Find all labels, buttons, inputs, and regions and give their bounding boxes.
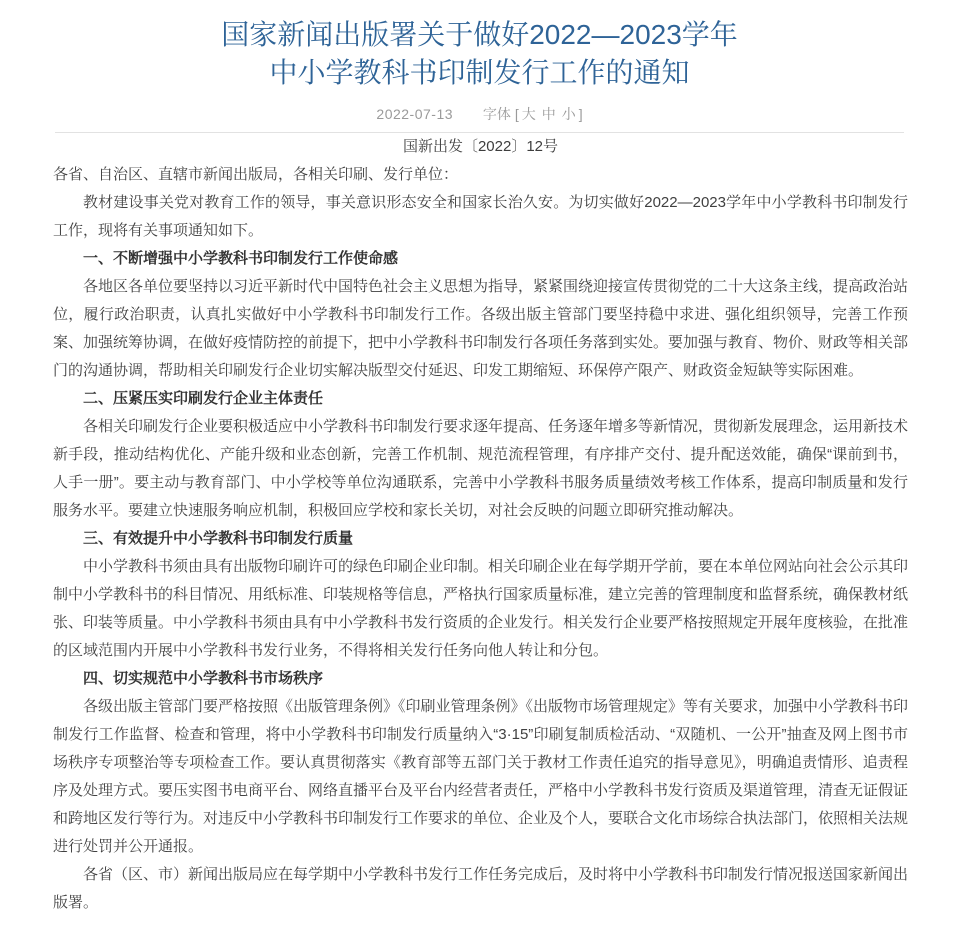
font-size-switcher bbox=[483, 106, 583, 122]
salutation: 各省、自治区、直辖市新闻出版局，各相关印刷、发行单位： bbox=[53, 166, 459, 183]
section-2-body: 各相关印刷发行企业要积极适应中小学教科书印制发行要求逐年提高、任务逐年增多等新情况，贯彻新发展理念，运用新技术新手段，推动结构优化、产能升级和业态创新，完善工作机制、规范流程管理，有序排产交付、提升配送效能，确保“课前到书，人手一册”。要主动与教育部门、中小学校等单位沟通联系，完善中小学教科书服务质量绩效考核工作体系，提高印制质量和发行服务水平。要建立快速服务响应机制，积极回应学校和家长关切，对社会反映的问题立即研究推动解决。 bbox=[53, 418, 909, 519]
bracket-open: [ bbox=[514, 106, 519, 122]
doc-number: 国新出发〔2022〕12号 bbox=[402, 138, 559, 155]
section-4-heading: 四、切实规范中小学教科书市场秩序 bbox=[83, 670, 324, 687]
publish-date: 2022-07-13 bbox=[376, 106, 454, 122]
page-title-line-1: 国家新闻出版署关于做好2022—2023学年 bbox=[221, 19, 738, 50]
document-body bbox=[53, 133, 908, 917]
font-size-large-link[interactable]: 大 bbox=[521, 106, 536, 122]
section-3-heading: 三、有效提升中小学教科书印制发行质量 bbox=[83, 530, 354, 547]
intro-paragraph: 教材建设事关党对教育工作的领导，事关意识形态安全和国家长治久安。为切实做好2022—2023学年中小学教科书印制发行工作，现将有关事项通知如下。 bbox=[53, 194, 908, 239]
bracket-close: ] bbox=[578, 106, 583, 122]
section-1-body: 各地区各单位要坚持以习近平新时代中国特色社会主义思想为指导，紧紧围绕迎接宣传贯彻党的二十大这条主线，提高政治站位，履行政治职责，认真扎实做好中小学教科书印制发行工作。各级出版主管部门要坚持稳中求进、强化组织领导，完善工作预案、加强统筹协调，在做好疫情防控的前提下，把中小学教科书印制发行各项任务落到实处。要加强与教育、物价、财政等相关部门的沟通协调，帮助相关印刷发行企业切实解决版型交付延迟、印发工期缩短、环保停产限产、财政资金短缺等实际困难。 bbox=[53, 278, 909, 379]
section-1-heading: 一、不断增强中小学教科书印制发行工作使命感 bbox=[83, 250, 399, 267]
font-size-small-link[interactable]: 小 bbox=[561, 106, 576, 122]
font-size-label: 字体 bbox=[482, 106, 511, 122]
section-3-body: 中小学教科书须由具有出版物印刷许可的绿色印刷企业印制。相关印刷企业在每学期开学前，要在本单位网站向社会公示其印制中小学教科书的科目情况、用纸标准、印装规格等信息，严格执行国家质量标准，建立完善的管理制度和监督系统，确保教材纸张、印装等质量。中小学教科书须由具有中小学教科书发行资质的企业发行。相关发行企业要严格按照规定开展年度核验，在批准的区域范围内开展中小学教科书发行业务，不得将相关发行任务向他人转让和分包。 bbox=[53, 558, 909, 659]
page-title-line-2: 中小学教科书印制发行工作的通知 bbox=[269, 57, 690, 88]
page-title bbox=[0, 16, 959, 92]
section-2-heading: 二、压紧压实印刷发行企业主体责任 bbox=[83, 390, 324, 407]
meta-row bbox=[0, 104, 959, 124]
closing-paragraph: 各省（区、市）新闻出版局应在每学期中小学教科书发行工作任务完成后，及时将中小学教科书印制发行情况报送国家新闻出版署。 bbox=[53, 866, 909, 911]
font-size-medium-link[interactable]: 中 bbox=[541, 106, 556, 122]
section-4-body: 各级出版主管部门要严格按照《出版管理条例》《印刷业管理条例》《出版物市场管理规定》等有关要求，加强中小学教科书印制发行工作监督、检查和管理，将中小学教科书印制发行质量纳入“3·15”印刷复制质检活动、“双随机、一公开”抽查及网上图书市场秩序专项整治等专项检查工作。要认真贯彻落实《教育部等五部门关于教材工作责任追究的指导意见》，明确追责情形、追责程序及处理方式。要压实图书电商平台、网络直播平台及平台内经营者责任，严格中小学教科书发行资质及渠道管理，清查无证假证和跨地区发行等行为。对违反中小学教科书印制发行工作要求的单位、企业及个人，要联合文化市场综合执法部门，依照相关法规进行处罚并公开通报。 bbox=[53, 698, 909, 855]
